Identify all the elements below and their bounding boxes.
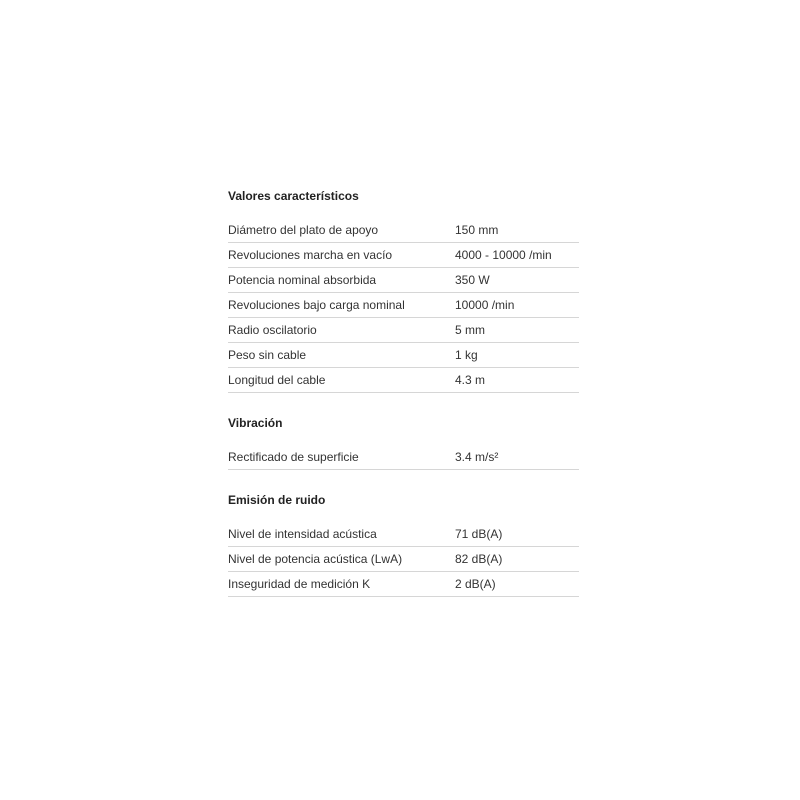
spec-row [228,268,579,293]
spec-label: Nivel de intensidad acústica [228,522,455,547]
spec-value: 4000 - 10000 /min [455,243,579,268]
spec-label: Peso sin cable [228,343,455,368]
spec-value: 1 kg [455,343,579,368]
spec-value: 350 W [455,268,579,293]
spec-row [228,243,579,268]
spec-row [228,572,579,597]
section-title: Vibración [228,416,283,430]
technical-specs [228,186,579,597]
spec-value: 71 dB(A) [455,522,579,547]
spec-value: 10000 /min [455,293,579,318]
section-characteristic-values [228,186,579,393]
spec-value: 3.4 m/s² [455,445,579,470]
spec-row [228,547,579,572]
spec-value: 5 mm [455,318,579,343]
spec-label: Potencia nominal absorbida [228,268,455,293]
spec-row [228,318,579,343]
spec-label: Radio oscilatorio [228,318,455,343]
section-title: Valores característicos [228,189,359,203]
spec-value: 4.3 m [455,368,579,393]
spec-value: 2 dB(A) [455,572,579,597]
spec-label: Revoluciones bajo carga nominal [228,293,455,318]
spec-label: Diámetro del plato de apoyo [228,218,455,243]
spec-label: Longitud del cable [228,368,455,393]
spec-table [228,218,579,393]
spec-value: 150 mm [455,218,579,243]
spec-table [228,522,579,597]
section-vibration [228,413,579,470]
spec-row [228,522,579,547]
section-title: Emisión de ruido [228,493,326,507]
spec-row [228,368,579,393]
spec-label: Rectificado de superficie [228,445,455,470]
spec-row [228,293,579,318]
spec-table [228,445,579,470]
spec-label: Inseguridad de medición K [228,572,455,597]
spec-label: Revoluciones marcha en vacío [228,243,455,268]
spec-row [228,218,579,243]
spec-value: 82 dB(A) [455,547,579,572]
section-noise-emission [228,490,579,597]
spec-row [228,343,579,368]
spec-row [228,445,579,470]
spec-label: Nivel de potencia acústica (LwA) [228,547,455,572]
